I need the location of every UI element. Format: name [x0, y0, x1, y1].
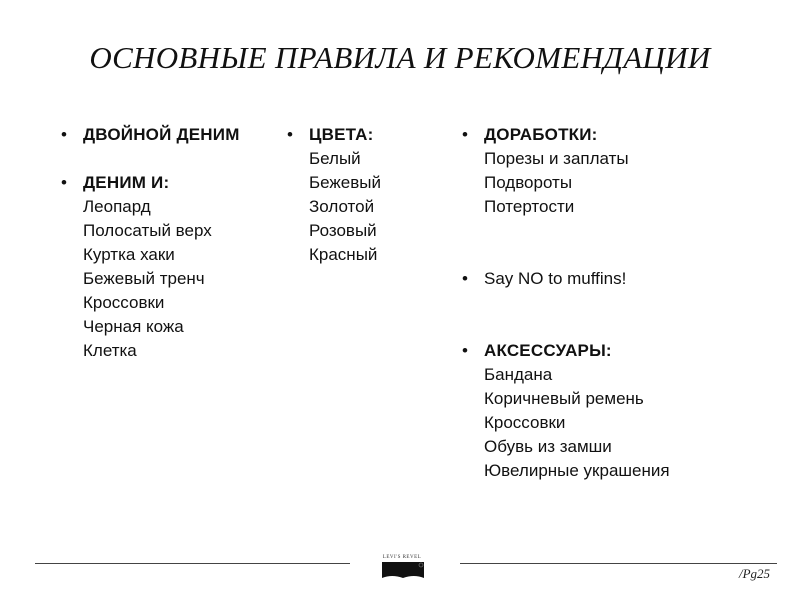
bullet: • [462, 125, 468, 144]
sub-item: Бежевый [309, 173, 381, 192]
sub-item: Кроссовки [83, 293, 165, 312]
sub-item: Полосатый верх [83, 221, 212, 240]
sub-item: Золотой [309, 197, 375, 216]
footer-rule-right [460, 563, 777, 564]
list-item [287, 123, 381, 267]
bullet: • [462, 341, 468, 360]
sub-item: Бежевый тренч [83, 269, 205, 288]
sub-item: Клетка [83, 341, 137, 360]
column-1 [61, 123, 240, 363]
sub-item: Обувь из замши [484, 437, 612, 456]
sub-item: Бандана [484, 365, 553, 384]
list-item [462, 267, 670, 291]
sub-item: Потертости [484, 197, 575, 216]
page-number: /Pg25 [739, 566, 771, 581]
list-item [61, 123, 240, 147]
sub-item: Черная кожа [83, 317, 184, 336]
column-3 [462, 123, 670, 483]
item-heading: ДЕНИМ И: [83, 173, 170, 192]
sub-item: Розовый [309, 221, 377, 240]
bullet: • [61, 173, 67, 192]
item-heading: ДОРАБОТКИ: [484, 125, 598, 144]
list-item [462, 123, 670, 219]
bullet: • [61, 125, 67, 144]
sub-item: Ювелирные украшения [484, 461, 670, 480]
sub-item: Леопард [83, 197, 151, 216]
footer-rule-left [35, 563, 350, 564]
list-item [61, 171, 240, 363]
brand-logo [376, 552, 428, 582]
sub-item: Кроссовки [484, 413, 566, 432]
item-heading: ЦВЕТА: [309, 125, 374, 144]
list-item [462, 339, 670, 483]
sub-item: Куртка хаки [83, 245, 175, 264]
item-heading: ДВОЙНОЙ ДЕНИМ [83, 125, 240, 144]
item-text: Say NO to muffins! [484, 269, 627, 288]
slide-title: ОСНОВНЫЕ ПРАВИЛА И РЕКОМЕНДАЦИИ [89, 40, 711, 75]
sub-item: Порезы и заплаты [484, 149, 629, 168]
sub-item: Белый [309, 149, 361, 168]
bullet: • [462, 269, 468, 288]
column-2 [287, 123, 381, 267]
sub-item: Красный [309, 245, 378, 264]
svg-text:LEVI'S REVEL: LEVI'S REVEL [382, 555, 422, 560]
item-heading: АКСЕССУАРЫ: [484, 341, 612, 360]
bullet: • [287, 125, 293, 144]
sub-item: Коричневый ремень [484, 389, 644, 408]
sub-item: Подвороты [484, 173, 573, 192]
